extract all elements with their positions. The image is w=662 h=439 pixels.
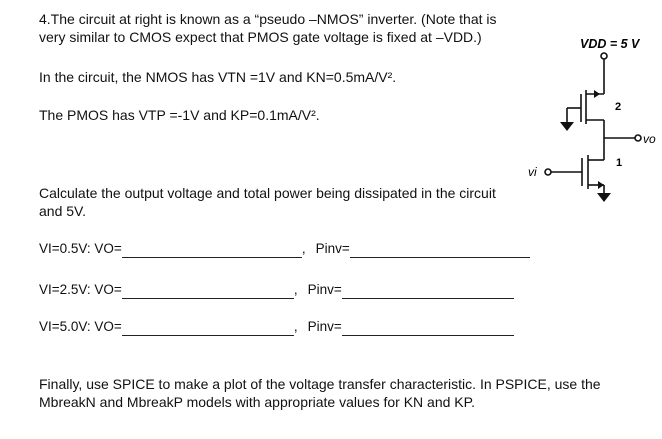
problem-heading-line1: 4.The circuit at right is known as a “pseudo –NMOS” inverter. (Note that is [39, 11, 497, 27]
vdd-label: VDD = 5 V [580, 37, 640, 51]
pmos-gate-ground-icon [560, 122, 574, 131]
vin-label: vi [528, 165, 537, 179]
problem-heading-line2: very similar to CMOS expect that PMOS gate voltage is fixed at –VDD.) [39, 29, 482, 45]
nmos-parameters: In the circuit, the NMOS has VTN =1V and KN=0.5mA/V². [39, 69, 397, 85]
power-label: Pinv= [315, 241, 350, 256]
final-instruction-line2: MbreakN and MbreakP models with appropriate values for KN and KP. [39, 394, 476, 410]
pmos-arrow-icon [594, 90, 600, 98]
task-line2: and 5V. [39, 203, 86, 219]
answer-comma: , [293, 282, 298, 297]
pmos-parameters: The PMOS has VTP =-1V and KP=0.1mA/V². [39, 107, 320, 123]
nmos-arrow-icon [598, 181, 604, 189]
answer-input-label: VI=5.0V: VO= [39, 319, 122, 334]
power-label: Pinv= [307, 282, 342, 297]
answer-comma: , [301, 241, 306, 256]
nmos-ground-icon [597, 193, 611, 202]
output-terminal [635, 135, 641, 141]
final-instruction-line1: Finally, use SPICE to make a plot of the voltage transfer characteristic. In PSPICE, use the [39, 376, 601, 392]
node-1-label: 1 [616, 157, 623, 169]
input-terminal [545, 169, 551, 175]
vout-label: vo [643, 132, 656, 146]
power-label: Pinv= [307, 319, 342, 334]
node-2-label: 2 [615, 101, 622, 113]
answer-input-label: VI=2.5V: VO= [39, 282, 122, 297]
task-line1: Calculate the output voltage and total power being dissipated in the circuit [39, 185, 496, 201]
answer-comma: , [293, 319, 298, 334]
answer-input-label: VI=0.5V: VO= [39, 241, 122, 256]
vdd-terminal [601, 53, 607, 59]
